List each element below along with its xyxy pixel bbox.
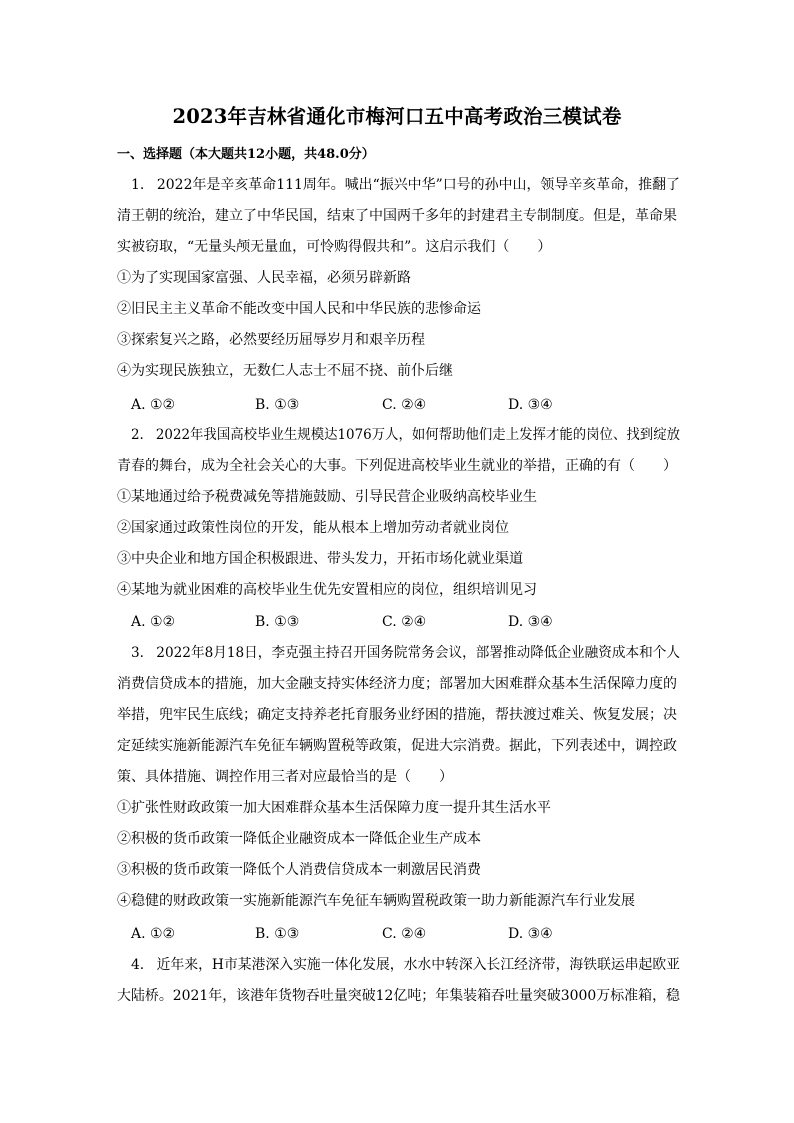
question-1-option-a: A. ①② (131, 397, 176, 413)
question-1-statement-1: ①为了实现国家富强、人民幸福，必须另辟新路 (117, 270, 411, 286)
question-3-option-c: C. ②④ (382, 926, 427, 942)
question-1-stem-line-1: 1. 2022年是辛亥革命111周年。喊出“振兴中华”口号的孙中山，领导辛亥革命，推翻了 (131, 177, 681, 193)
question-3-stem-line-4: 定延续实施新能源汽车免征车辆购置税等政策，促进大宗消费。据此，下列表述中，调控政 (117, 738, 677, 754)
question-1-stem-line-3: 实被窃取，“无量头颅无量血，可怜购得假共和”。这启示我们（ ） (117, 239, 552, 255)
question-3-statement-3: ③积极的货币政策一降低个人消费信贷成本一刺激居民消费 (117, 862, 481, 878)
question-3-stem-line-1: 3. 2022年8月18日，李克强主持召开国务院常务会议，部署推动降低企业融资成本和个人 (131, 645, 681, 661)
question-2-statement-3: ③中央企业和地方国企积极跟进、带头发力，开拓市场化就业渠道 (117, 551, 523, 567)
question-1-option-b: B. ①③ (255, 397, 300, 413)
question-3-option-b: B. ①③ (255, 926, 300, 942)
question-3-stem-line-5: 策、具体措施、调控作用三者对应最恰当的是（ ） (117, 769, 453, 785)
question-3-option-d: D. ③④ (508, 926, 553, 942)
section-heading: 一、选择题（本大题共12小题，共48.0分） (117, 147, 375, 162)
question-2-option-a: A. ①② (131, 614, 176, 630)
question-3-number: 3. (131, 645, 144, 661)
question-3-stem-line-3: 举措，兜牢民生底线；确定支持养老托育服务业纾困的措施，帮扶渡过难关、恢复发展；决 (117, 707, 677, 723)
question-2-option-d: D. ③④ (508, 614, 553, 630)
question-4-number: 4. (131, 957, 145, 973)
question-2-option-b: B. ①③ (255, 614, 300, 630)
question-2-stem-line-2: 青春的舞台，成为全社会关心的大事。下列促进高校毕业生就业的举措，正确的有（ ） (117, 458, 677, 474)
question-4-stem-line-1: 4. 近年来，H市某港深入实施一体化发展，水水中转深入长江经济带，海铁联运串起欧亚 (131, 957, 680, 973)
question-3-stem-line-2: 消费信贷成本的措施，加大金融支持实体经济力度；部署加大困难群众基本生活保障力度的 (117, 676, 677, 692)
question-2-number: 2. (131, 427, 144, 443)
question-1-stem-line-2: 清王朝的统治，建立了中华民国，结束了中国两千多年的封建君主专制制度。但是，革命果 (117, 208, 677, 224)
question-2-stem-line-1: 2. 2022年我国高校毕业生规模达1076万人，如何帮助他们走上发挥才能的岗位、找到绽放 (131, 427, 681, 443)
question-1-option-d: D. ③④ (508, 397, 553, 413)
question-2-statement-4: ④某地为就业困难的高校毕业生优先安置相应的岗位，组织培训见习 (117, 582, 537, 598)
question-3-statement-2: ②积极的货币政策一降低企业融资成本一降低企业生产成本 (117, 831, 481, 847)
question-2-statement-2: ②国家通过政策性岗位的开发，能从根本上增加劳动者就业岗位 (117, 520, 509, 536)
question-1-option-c: C. ②④ (382, 397, 427, 413)
question-1-number: 1. (131, 177, 145, 193)
question-3-option-a: A. ①② (131, 926, 176, 942)
question-1-statement-4: ④为实现民族独立，无数仁人志士不屈不挠、前仆后继 (117, 363, 453, 379)
question-4-stem-line-2: 大陆桥。2021年，该港年货物吞吐量突破12亿吨；年集装箱吞吐量突破3000万标准箱，稳 (117, 988, 680, 1004)
question-3-statement-4: ④稳健的财政政策一实施新能源汽车免征车辆购置税政策一助力新能源汽车行业发展 (117, 893, 635, 909)
document-title: 2023年吉林省通化市梅河口五中高考政治三模试卷 (172, 105, 622, 128)
question-3-statement-1: ①扩张性财政政策一加大困难群众基本生活保障力度一提升其生活水平 (117, 800, 551, 816)
question-1-statement-2: ②旧民主主义革命不能改变中国人民和中华民族的悲惨命运 (117, 301, 481, 317)
question-2-option-c: C. ②④ (382, 614, 427, 630)
question-2-statement-1: ①某地通过给予税费减免等措施鼓励、引导民营企业吸纳高校毕业生 (117, 489, 537, 505)
question-1-statement-3: ③探索复兴之路，必然要经历屈辱岁月和艰辛历程 (117, 332, 425, 348)
